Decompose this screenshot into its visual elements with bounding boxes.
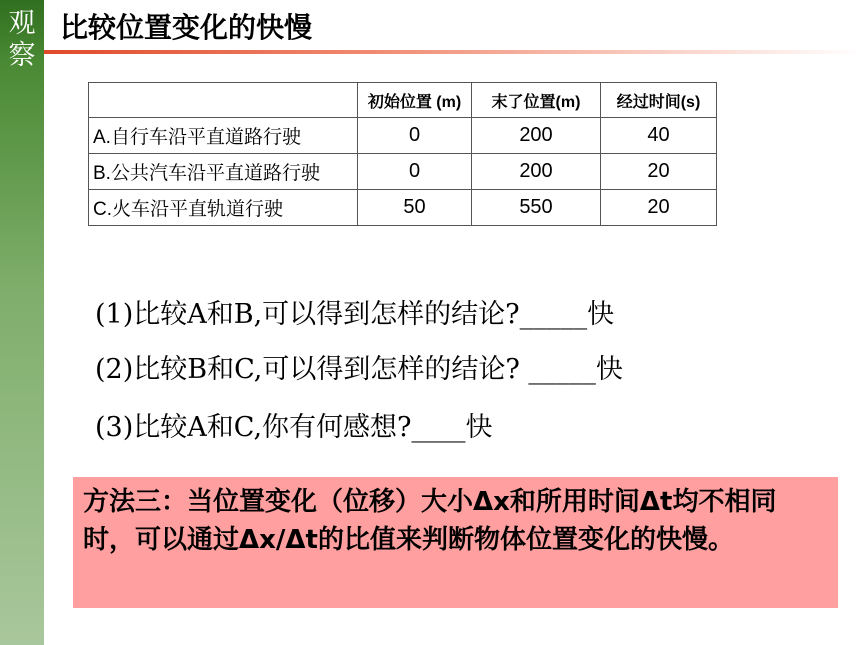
table-cell: 0 — [358, 154, 472, 190]
data-table — [88, 82, 717, 226]
table-cell: 40 — [601, 118, 717, 154]
table-cell: 20 — [601, 190, 717, 226]
table-header-cell: 末了位置(m) — [472, 83, 601, 118]
title-underline — [44, 50, 860, 54]
table-cell: 20 — [601, 154, 717, 190]
table-cell: B.公共汽车沿平直道路行驶 — [89, 154, 358, 190]
method-text: 方法三：当位置变化（位移）大小Δx和所用时间Δt均不相同时，可以通过Δx/Δt的比值来判断物体位置变化的快慢。 — [83, 487, 777, 555]
table-header-row — [89, 83, 717, 118]
table-cell: 0 — [358, 118, 472, 154]
question-3: (3)比较A和C,你有何感想?____快 — [95, 412, 493, 443]
question-1: (1)比较A和B,可以得到怎样的结论?_____快 — [95, 299, 615, 330]
table-cell: 50 — [358, 190, 472, 226]
table-cell: 550 — [472, 190, 601, 226]
sidebar-decoration — [0, 0, 44, 645]
table-cell: 200 — [472, 154, 601, 190]
table-cell: C.火车沿平直轨道行驶 — [89, 190, 358, 226]
table-row — [89, 190, 717, 226]
sidebar-label: 观察 — [8, 8, 36, 71]
table-header-cell — [89, 83, 358, 118]
table-header-cell: 初始位置 (m) — [358, 83, 472, 118]
table-row — [89, 154, 717, 190]
table-row — [89, 118, 717, 154]
table-header-cell: 经过时间(s) — [601, 83, 717, 118]
table-cell: 200 — [472, 118, 601, 154]
method-callout — [73, 477, 838, 608]
slide-title: 比较位置变化的快慢 — [60, 11, 313, 44]
question-2: (2)比较B和C,可以得到怎样的结论? _____快 — [95, 354, 623, 385]
table-cell: A.自行车沿平直道路行驶 — [89, 118, 358, 154]
